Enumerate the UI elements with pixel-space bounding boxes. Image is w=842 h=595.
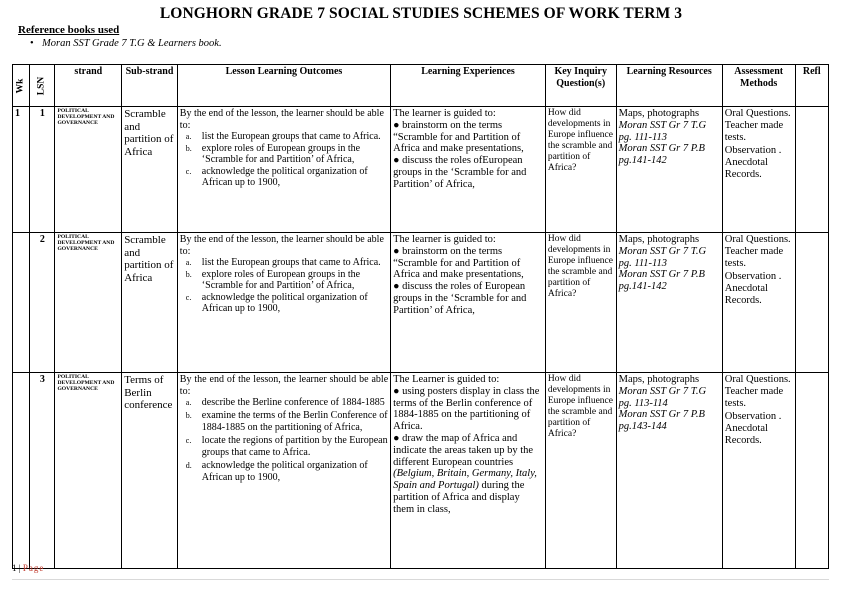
resource-main: Maps, photographs <box>618 234 700 245</box>
footer-separator: | <box>18 563 21 573</box>
header-outcomes: Lesson Learning Outcomes <box>177 65 390 107</box>
table-row <box>13 233 829 373</box>
outcome-item: c. acknowledge the political organization of African up to 1900, <box>185 291 368 314</box>
inquiry-cell: How did developments in Europe influence the scramble and partition of Africa? <box>545 373 616 569</box>
header-wk: Wk <box>13 65 30 107</box>
week-cell: 1 <box>13 107 30 233</box>
inquiry-cell: How did developments in Europe influence the scramble and partition of Africa? <box>545 107 616 233</box>
assessment-item: Teacher made tests. <box>724 246 784 270</box>
assessment-cell <box>722 107 795 233</box>
outcomes-intro: By the end of the lesson, the learner should be able to: <box>179 234 384 257</box>
assessment-item: Observation . Anecdotal Records. <box>724 410 782 447</box>
resource-book: Moran SST Gr 7 P.B pg.143-144 <box>618 409 705 433</box>
outcome-item: b. examine the terms of the Berlin Conference of 1884-1885 on the partitioning of Africa, <box>185 409 388 433</box>
outcomes-cell <box>177 107 390 233</box>
week-cell <box>13 233 30 373</box>
scheme-table <box>12 64 829 569</box>
resource-book: Moran SST Gr 7 P.B pg.141-142 <box>618 269 705 293</box>
resource-main: Maps, photographs <box>618 374 700 385</box>
experience-item: ● using posters display in class the terms of the Berlin conference of 1884-1885 on the partitioning of Africa. <box>393 385 540 433</box>
outcomes-intro: By the end of the lesson, the learner should be able to: <box>179 108 384 131</box>
table-row <box>13 107 829 233</box>
substrand-cell: Scramble and partition of Africa <box>122 107 178 233</box>
resource-book: Moran SST Gr 7 T.G pg. 111-113 <box>618 119 707 143</box>
outcome-item: a. describe the Berline conference of 1884-1885 <box>185 397 385 408</box>
strand-cell: POLITICAL DEVELOPMENT AND GOVERNANCE <box>55 373 122 569</box>
lesson-cell: 1 <box>30 107 55 233</box>
assessment-item: Oral Questions. <box>724 374 791 385</box>
experiences-cell <box>391 233 546 373</box>
page-label: Page <box>22 563 45 573</box>
assessment-item: Observation . Anecdotal Records. <box>724 270 782 307</box>
outcome-item: a. list the European groups that came to Africa. <box>185 131 381 142</box>
assessment-item: Oral Questions. <box>724 108 791 119</box>
reference-item: Moran SST Grade 7 T.G & Learners book. <box>42 38 222 49</box>
resources-cell <box>616 107 722 233</box>
page-footer <box>12 563 44 573</box>
header-strand: strand <box>55 65 122 107</box>
header-resources: Learning Resources <box>616 65 722 107</box>
experience-item: ● draw the map of Africa and indicate the areas taken up by the different European countries (Belgium, Britain, Germany, Italy, Spain and Portugal) during the partition of Africa and display them in class, <box>393 432 537 515</box>
experience-item: ● brainstorm on the terms “Scramble for and Partition of Africa and make presentations, <box>393 245 524 281</box>
reflection-cell <box>795 107 828 233</box>
outcomes-cell <box>177 233 390 373</box>
inquiry-cell: How did developments in Europe influence the scramble and partition of Africa? <box>545 233 616 373</box>
week-cell <box>13 373 30 569</box>
assessment-cell <box>722 233 795 373</box>
lesson-cell: 3 <box>30 373 55 569</box>
resources-cell <box>616 373 722 569</box>
assessment-item: Observation . Anecdotal Records. <box>724 144 782 181</box>
assessment-item: Teacher made tests. <box>724 386 784 410</box>
reference-list <box>30 38 222 49</box>
outcome-item: d. acknowledge the political organization of African up to 1900, <box>185 459 368 483</box>
table-row <box>13 373 829 569</box>
reflection-cell <box>795 373 828 569</box>
experiences-intro: The learner is guided to: <box>393 108 496 119</box>
experiences-intro: The learner is guided to: <box>393 234 496 245</box>
outcome-item: a. list the European groups that came to Africa. <box>185 257 381 268</box>
resource-book: Moran SST Gr 7 P.B pg.141-142 <box>618 143 705 167</box>
experiences-intro: The Learner is guided to: <box>393 374 500 385</box>
bullet-icon: • <box>30 38 34 49</box>
lesson-cell: 2 <box>30 233 55 373</box>
header-lsn: LSN <box>30 65 55 107</box>
resource-main: Maps, photographs <box>618 108 700 119</box>
outcomes-list <box>180 397 388 485</box>
resources-cell <box>616 233 722 373</box>
outcome-item: b. explore roles of European groups in the ‘Scramble for and Partition’ of Africa, <box>185 142 361 165</box>
reference-heading: Reference books used <box>18 24 120 36</box>
experiences-cell <box>391 373 546 569</box>
header-assessment: Assessment Methods <box>722 65 795 107</box>
footer-divider <box>12 579 829 580</box>
outcomes-list <box>180 257 388 315</box>
header-row <box>13 65 829 107</box>
header-experiences: Learning Experiences <box>391 65 546 107</box>
document-title: LONGHORN GRADE 7 SOCIAL STUDIES SCHEMES OF WORK TERM 3 <box>159 5 683 22</box>
strand-cell: POLITICAL DEVELOPMENT AND GOVERNANCE <box>55 107 122 233</box>
outcome-item: b. explore roles of European groups in the ‘Scramble for and Partition’ of Africa, <box>185 268 361 291</box>
outcomes-cell <box>177 373 390 569</box>
assessment-item: Oral Questions. <box>724 234 791 245</box>
outcomes-intro: By the end of the lesson, the learner should be able to: <box>179 374 389 397</box>
header-reflection: Refl <box>795 65 828 107</box>
reflection-cell <box>795 233 828 373</box>
resource-book: Moran SST Gr 7 T.G pg. 111-113 <box>618 245 707 269</box>
outcome-item: c. locate the regions of partition by the European groups that came to Africa. <box>185 434 388 458</box>
header-substrand: Sub-strand <box>122 65 178 107</box>
outcome-item: c. acknowledge the political organization of African up to 1900, <box>185 165 368 188</box>
page-number: 1 <box>12 563 17 573</box>
experiences-cell <box>391 107 546 233</box>
experience-countries: (Belgium, Britain, Germany, Italy, Spain and Portugal) <box>393 468 537 492</box>
assessment-cell <box>722 373 795 569</box>
strand-cell: POLITICAL DEVELOPMENT AND GOVERNANCE <box>55 233 122 373</box>
substrand-cell: Scramble and partition of Africa <box>122 233 178 373</box>
resource-book: Moran SST Gr 7 T.G pg. 113-114 <box>618 385 707 409</box>
outcomes-list <box>180 131 388 189</box>
header-inquiry: Key Inquiry Question(s) <box>545 65 616 107</box>
experience-item: ● brainstorm on the terms “Scramble for and Partition of Africa and make presentations, <box>393 119 524 155</box>
assessment-item: Teacher made tests. <box>724 120 784 144</box>
substrand-cell: Terms of Berlin conference <box>122 373 178 569</box>
experience-item: ● discuss the roles of European groups in the ‘Scramble for and Partition’ of Africa, <box>393 281 527 316</box>
experience-item: ● discuss the roles ofEuropean groups in the ‘Scramble for and Partition’ of Africa, <box>393 155 527 190</box>
